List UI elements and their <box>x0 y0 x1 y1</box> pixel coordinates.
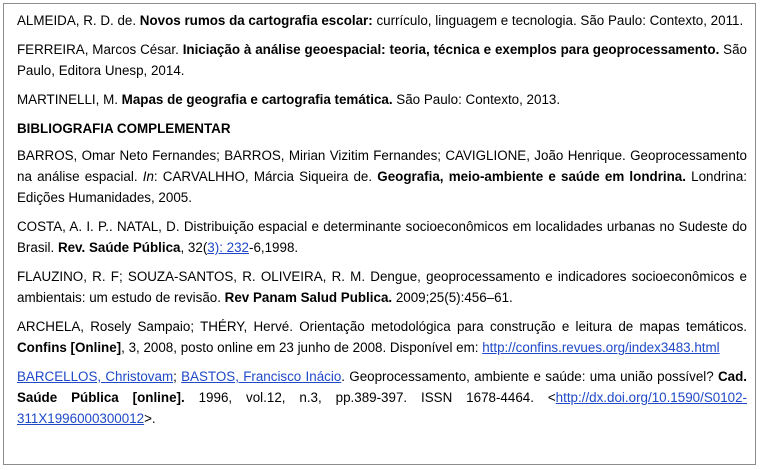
confins-url-link[interactable]: http://confins.revues.org/index3483.html <box>482 340 720 355</box>
reference-barcellos <box>17 366 747 429</box>
ref-text: 2009;25(5):456–61. <box>392 290 513 305</box>
ref-text: , 32( <box>180 240 208 255</box>
ref-text: . Geoprocessamento, ambiente e saúde: uma união possível? <box>341 369 718 384</box>
reference-barros <box>17 145 747 208</box>
ref-title: Cad. Saúde Pública [online]. <box>17 369 748 405</box>
ref-title: Geografia, meio-ambiente e saúde em londrina. <box>377 169 686 184</box>
ref-in: In <box>142 169 154 184</box>
reference-flauzino <box>17 266 747 308</box>
author-link-bastos[interactable]: BASTOS, Francisco Inácio <box>181 369 342 384</box>
ref-text: São Paulo: Contexto, 2013. <box>392 92 561 107</box>
ref-text: Londrina: Edições Humanidades, 2005. <box>17 169 748 205</box>
ref-title: Rev. Saúde Pública <box>57 240 181 255</box>
ref-title: Novos rumos da cartografia escolar: <box>139 13 373 28</box>
reference-ferreira <box>17 39 747 81</box>
reference-costa <box>17 216 747 258</box>
ref-text: -6,1998. <box>248 240 299 255</box>
ref-text: : CARVALHHO, Márcia Siqueira de. <box>153 169 378 184</box>
author-link-barcellos[interactable]: BARCELLOS, Christovam <box>17 369 174 384</box>
doi-link[interactable]: http://dx.doi.org/10.1590/S0102-311X1996000300012 <box>17 390 747 426</box>
ref-text: São Paulo, Editora Unesp, 2014. <box>17 42 748 78</box>
ref-text: ; <box>173 369 182 384</box>
ref-text: >. <box>144 411 156 426</box>
bibliography-content <box>17 10 747 437</box>
ref-text: , 3, 2008, posto online em 23 junho de 2008. Disponível em: <box>121 340 483 355</box>
ref-text: FERREIRA, Marcos César. <box>17 42 183 57</box>
ref-text: BARROS, Omar Neto Fernandes; BARROS, Mirian Vizitim Fernandes; CAVIGLIONE, João Henrique. Geoprocessamento na análise espacial. <box>17 148 747 184</box>
ref-text: FLAUZINO, R. F; SOUZA-SANTOS, R. OLIVEIRA, R. M. Dengue, geoprocessamento e indicadores socioeconômicos e ambientais: um estudo de revisão. <box>17 269 747 305</box>
ref-text: ARCHELA, Rosely Sampaio; THÉRY, Hervé. Orientação metodológica para construção e leitura de mapas temáticos. <box>17 319 747 334</box>
issue-link[interactable]: 3): 232 <box>207 240 249 255</box>
reference-almeida <box>17 10 747 31</box>
ref-title: Confins [Online] <box>17 340 122 355</box>
document-frame <box>3 3 756 465</box>
ref-text: 1996, vol.12, n.3, pp.389-397. ISSN 1678-4464. < <box>184 390 556 405</box>
section-heading: BIBLIOGRAFIA COMPLEMENTAR <box>17 121 231 136</box>
ref-text: COSTA, A. I. P.. NATAL, D. Distribuição espacial e determinante socioeconômicos em localidades urbanas no Sudeste do Brasil. <box>17 219 747 255</box>
ref-text: currículo, linguagem e tecnologia. São Paulo: Contexto, 2011. <box>372 13 744 28</box>
reference-martinelli <box>17 89 747 110</box>
ref-text: MARTINELLI, M. <box>17 92 122 107</box>
reference-archela <box>17 316 747 358</box>
ref-title: Iniciação à análise geoespacial: teoria, técnica e exemplos para geoprocessamento. <box>182 42 720 57</box>
ref-title: Mapas de geografia e cartografia temática. <box>121 92 393 107</box>
ref-title: Rev Panam Salud Publica. <box>224 290 393 305</box>
ref-text: ALMEIDA, R. D. de. <box>17 13 140 28</box>
